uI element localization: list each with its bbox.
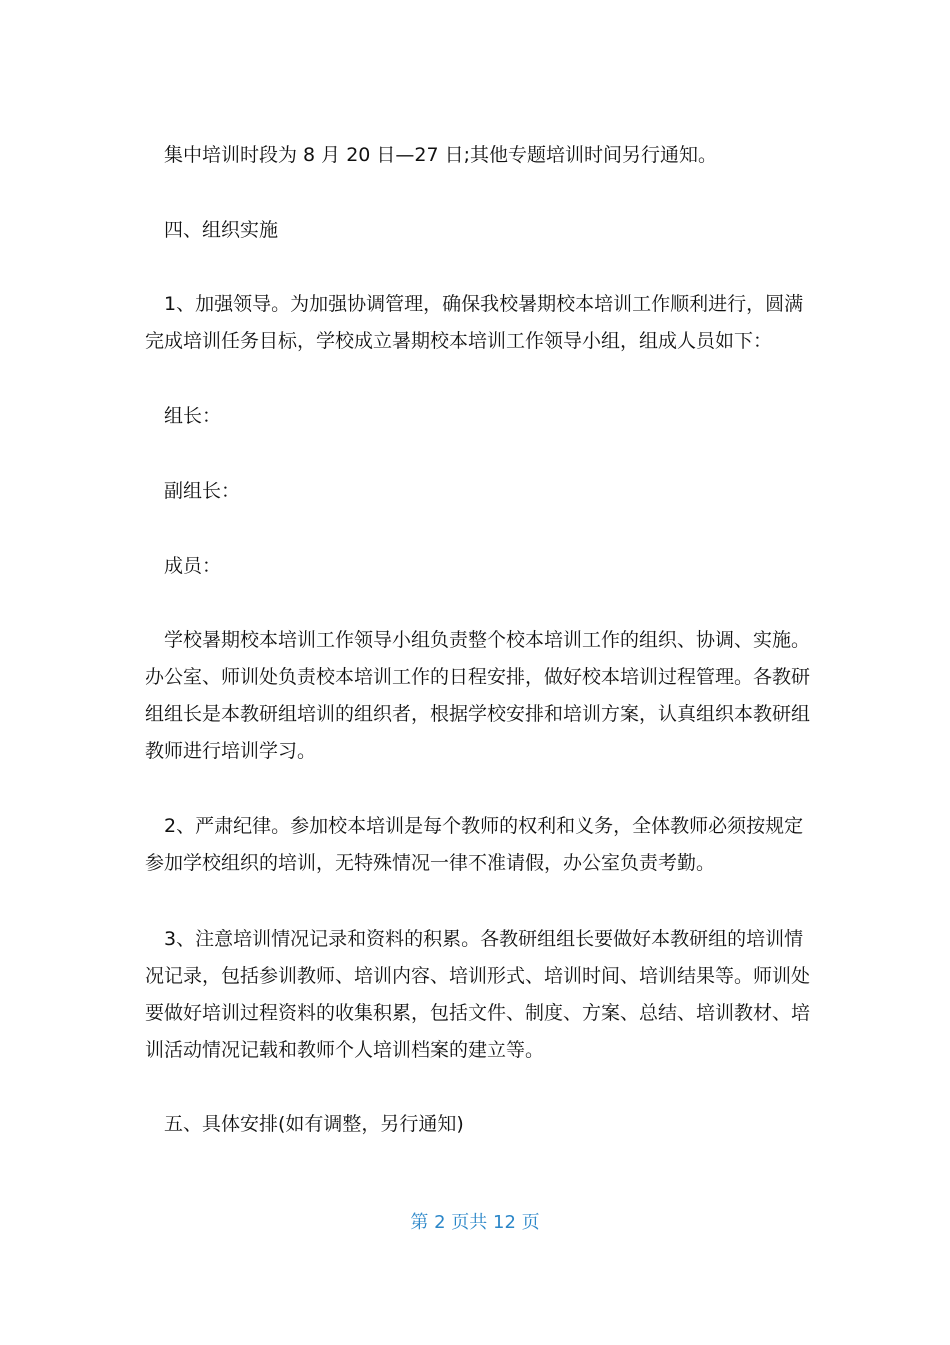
paragraph-leadership: 1、加强领导。为加强协调管理，确保我校暑期校本培训工作顺利进行，圆满完成培训任务目标，学校成立暑期校本培训工作领导小组，组成人员如下： bbox=[145, 293, 804, 352]
paragraph-records: 3、注意培训情况记录和资料的积累。各教研组组长要做好本教研组的培训情况记录，包括参训教师、培训内容、培训形式、培训时间、培训结果等。师训处要做好培训过程资料的收集积累，包括文件、制度、方案、总结、培训教材、培训活动情况记载和教师个人培训档案的建立等。 bbox=[145, 928, 811, 1061]
paragraph-responsibilities: 学校暑期校本培训工作领导小组负责整个校本培训工作的组织、协调、实施。办公室、师训处负责校本培训工作的日程安排，做好校本培训过程管理。各教研组组长是本教研组培训的组织者，根据学校安排和培训方案，认真组织本教研组教师进行培训学习。 bbox=[145, 629, 811, 762]
paragraph-training-period: 集中培训时段为 8 月 20 日—27 日;其他专题培训时间另行通知。 bbox=[164, 144, 718, 166]
label-deputy-leader: 副组长： bbox=[164, 480, 241, 502]
heading-specific-arrangements: 五、具体安排(如有调整，另行通知) bbox=[164, 1113, 464, 1135]
heading-organization: 四、组织实施 bbox=[164, 219, 279, 241]
label-group-leader: 组长： bbox=[164, 405, 222, 427]
page-number: 第 2 页共 12 页 bbox=[410, 1212, 540, 1233]
paragraph-discipline: 2、严肃纪律。参加校本培训是每个教师的权利和义务，全体教师必须按规定参加学校组织的培训，无特殊情况一律不准请假，办公室负责考勤。 bbox=[145, 815, 804, 874]
label-members: 成员： bbox=[164, 555, 222, 577]
